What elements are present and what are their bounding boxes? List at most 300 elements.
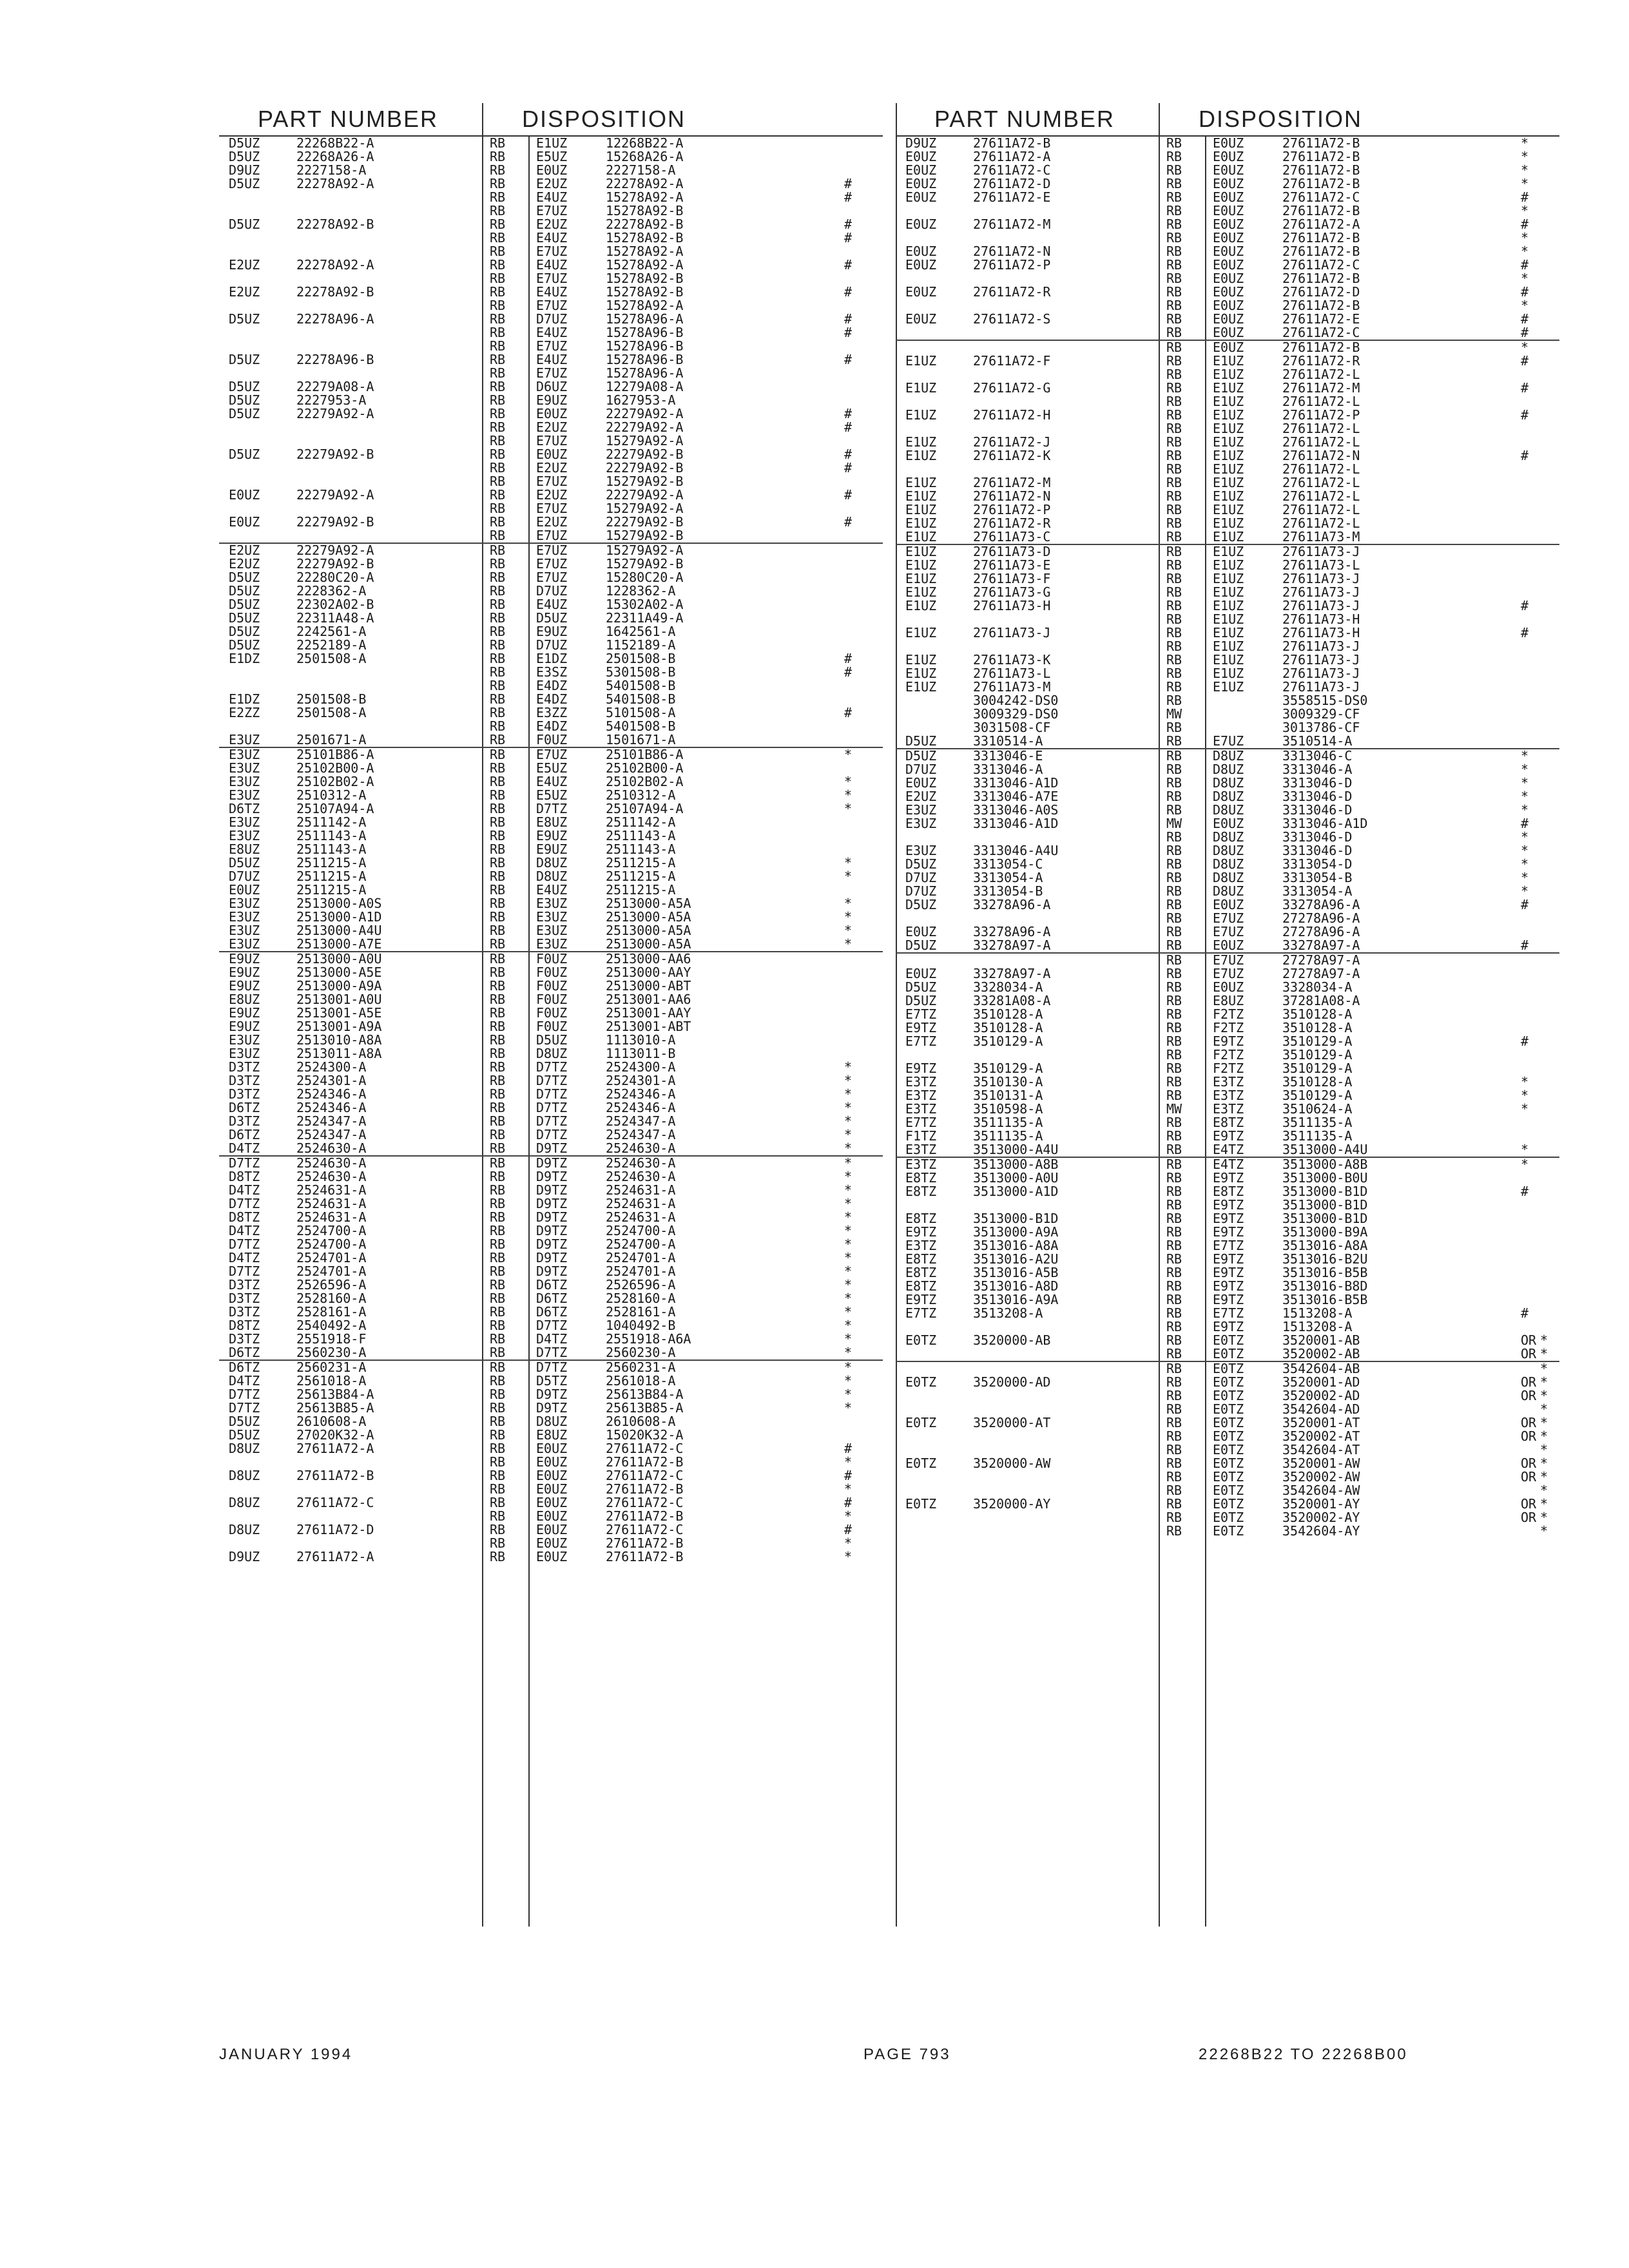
disposition-number: 27611A73-H <box>1282 625 1360 640</box>
disposition-code: RB <box>490 1182 506 1198</box>
disposition-code: RB <box>490 583 506 599</box>
disposition-code: RB <box>1166 937 1182 953</box>
disposition-number: 3313054-A <box>1282 883 1353 899</box>
disposition-code: RB <box>1166 679 1182 695</box>
disposition-number: 15278A92-A <box>606 189 684 205</box>
disposition-prefix: E4UZ <box>536 352 568 367</box>
table-row <box>219 1155 883 1170</box>
table-row <box>219 407 883 421</box>
disposition-code: RB <box>1166 1265 1182 1280</box>
flag-mark: * <box>1540 1346 1548 1361</box>
disposition-number: 15268A26-A <box>606 149 684 164</box>
prefix: E3TZ <box>905 1088 937 1103</box>
table-row <box>219 529 883 543</box>
disposition-number: 2513000-A5A <box>606 896 691 911</box>
disposition-prefix: E3SZ <box>536 664 568 680</box>
note-mark: OR <box>1521 1332 1537 1348</box>
part-number: 2528160-A <box>296 1291 367 1306</box>
note-mark: * <box>1521 1088 1529 1103</box>
table-row <box>219 747 883 762</box>
part-number: 2252189-A <box>296 637 367 653</box>
disposition-number: 27611A72-B <box>1282 340 1360 355</box>
disposition-prefix: E1UZ <box>1213 571 1244 586</box>
note-mark: * <box>844 1140 853 1156</box>
disposition-code: RB <box>490 1414 506 1429</box>
disposition-number: 15279A92-A <box>606 433 684 448</box>
disposition-code: RB <box>1166 829 1182 845</box>
part-number: 3520000-AT <box>973 1415 1051 1430</box>
note-mark: # <box>1521 1033 1529 1049</box>
disposition-code: RB <box>490 501 506 516</box>
note-mark: * <box>1521 762 1529 777</box>
table-row <box>896 994 1559 1008</box>
disposition-code: RB <box>490 149 506 164</box>
disposition-code: RB <box>1166 1442 1182 1457</box>
note-mark: * <box>844 896 853 911</box>
part-number: 2526596-A <box>296 1277 367 1293</box>
disposition-number: 27611A72-B <box>1282 162 1360 178</box>
part-number: 2513001-A0U <box>296 992 382 1007</box>
prefix: E0UZ <box>229 487 260 503</box>
disposition-number: 27611A72-B <box>1282 176 1360 191</box>
disposition-prefix: E4DZ <box>536 691 568 707</box>
disposition-code: RB <box>490 1019 506 1034</box>
prefix: E1UZ <box>905 598 937 613</box>
disposition-number: 3510514-A <box>1282 733 1353 749</box>
note-mark: # <box>1521 189 1529 205</box>
disposition-code: RB <box>1166 1115 1182 1130</box>
disposition-prefix: E0UZ <box>1213 189 1244 205</box>
part-number: 27611A73-D <box>973 544 1051 559</box>
prefix: E2UZ <box>229 543 260 558</box>
prefix: D7TZ <box>229 1264 260 1279</box>
disposition-code: RB <box>1166 176 1182 191</box>
part-number: 27611A72-A <box>973 149 1051 164</box>
prefix: D5UZ <box>229 570 260 585</box>
disposition-prefix: E0TZ <box>1213 1483 1244 1498</box>
prefix: E0UZ <box>905 216 937 232</box>
table-row <box>219 1170 883 1184</box>
prefix: E0UZ <box>229 882 260 898</box>
disposition-code: RB <box>490 992 506 1007</box>
disposition-number: 1501671-A <box>606 732 676 747</box>
disposition-code: RB <box>490 1549 506 1564</box>
disposition-prefix: F0UZ <box>536 1019 568 1034</box>
table-row <box>896 1075 1559 1089</box>
table-row <box>219 1101 883 1115</box>
disposition-code: RB <box>1166 1224 1182 1240</box>
disposition-number: 3542604-AW <box>1282 1483 1360 1498</box>
table-row <box>896 1320 1559 1334</box>
part-number: 3313054-C <box>973 856 1043 872</box>
part-number: 3510128-A <box>973 1006 1043 1022</box>
part-number: 27611A72-N <box>973 244 1051 259</box>
note-mark: # <box>844 311 853 327</box>
disposition-code: RB <box>490 1277 506 1293</box>
disposition-prefix: E2UZ <box>536 176 568 191</box>
part-number: 3009329-DS0 <box>973 706 1059 722</box>
flag-mark: * <box>1540 1456 1548 1471</box>
disposition-prefix: D8UZ <box>1213 870 1244 885</box>
disposition-prefix: E1UZ <box>1213 421 1244 436</box>
table-row <box>219 1469 883 1483</box>
disposition-number: 22279A92-B <box>606 447 684 462</box>
table-row <box>896 844 1559 858</box>
disposition-prefix: E1UZ <box>1213 502 1244 517</box>
disposition-prefix: E0UZ <box>536 1441 568 1456</box>
left-table-header <box>219 103 883 137</box>
disposition-code: RB <box>490 936 506 952</box>
disposition-number: 27278A96-A <box>1282 910 1360 926</box>
table-row <box>219 1128 883 1142</box>
disposition-code: RB <box>490 379 506 394</box>
disposition-number: 27611A73-M <box>1282 529 1360 544</box>
disposition-number: 27611A72-L <box>1282 515 1360 531</box>
disposition-code: RB <box>1166 434 1182 450</box>
part-number: 22278A92-A <box>296 257 374 273</box>
part-number: 2560231-A <box>296 1360 367 1375</box>
table-row <box>219 353 883 367</box>
disposition-number: 2510312-A <box>606 787 676 803</box>
note-mark: # <box>844 419 853 435</box>
table-row <box>896 925 1559 939</box>
prefix: E3UZ <box>229 747 260 762</box>
prefix: E3TZ <box>905 1101 937 1117</box>
prefix: D4TZ <box>229 1250 260 1265</box>
disposition-prefix: D9TZ <box>536 1387 568 1402</box>
disposition-code: RB <box>490 365 506 381</box>
part-number: 22279A92-A <box>296 487 374 503</box>
table-row <box>896 1129 1559 1143</box>
prefix: E8TZ <box>905 1278 937 1294</box>
disposition-prefix: E0UZ <box>536 1481 568 1497</box>
prefix: E9TZ <box>905 1020 937 1035</box>
prefix: D7UZ <box>905 870 937 885</box>
disposition-number: 3542604-AD <box>1282 1401 1360 1417</box>
disposition-number: 2227158-A <box>606 162 676 178</box>
table-row <box>896 831 1559 844</box>
note-mark: * <box>1521 856 1529 872</box>
disposition-code: RB <box>490 801 506 816</box>
part-number: 2513000-A5E <box>296 965 382 980</box>
table-row <box>219 1388 883 1401</box>
part-number: 2513000-A4U <box>296 923 382 938</box>
prefix: D7UZ <box>905 883 937 899</box>
disposition-code: RB <box>1166 367 1182 382</box>
flag-mark: * <box>1540 1428 1548 1444</box>
note-mark: # <box>844 447 853 462</box>
disposition-code: RB <box>1166 856 1182 872</box>
disposition-prefix: E9UZ <box>536 828 568 843</box>
disposition-prefix: E0UZ <box>1213 244 1244 259</box>
part-number: 3313046-A <box>973 762 1043 777</box>
disposition-code: RB <box>1166 1388 1182 1403</box>
prefix: E1UZ <box>905 407 937 423</box>
note-mark: * <box>1521 135 1529 151</box>
table-row <box>896 1157 1559 1171</box>
disposition-number: 3542604-AY <box>1282 1523 1360 1539</box>
disposition-prefix: E7UZ <box>536 203 568 218</box>
part-number: 27611A73-L <box>973 666 1051 681</box>
disposition-number: 3520001-AD <box>1282 1374 1360 1390</box>
part-number: 3520000-AB <box>973 1332 1051 1348</box>
disposition-code: RB <box>490 1086 506 1102</box>
disposition-number: 1113010-A <box>606 1032 676 1048</box>
disposition-prefix: E0TZ <box>1213 1388 1244 1403</box>
disposition-prefix: E7UZ <box>536 528 568 543</box>
disposition-prefix: E4UZ <box>536 774 568 789</box>
disposition-number: 12268B22-A <box>606 135 684 151</box>
disposition-prefix: E0UZ <box>536 1549 568 1564</box>
table-row <box>219 258 883 272</box>
disposition-number: 3511135-A <box>1282 1115 1353 1130</box>
disposition-prefix: E0UZ <box>536 1535 568 1551</box>
disposition-number: 27611A72-L <box>1282 367 1360 382</box>
disposition-number: 27611A72-B <box>606 1454 684 1470</box>
prefix: D6TZ <box>229 1360 260 1375</box>
part-number: 2501508-B <box>296 691 367 707</box>
disposition-prefix: E9TZ <box>1213 1319 1244 1334</box>
disposition-number: 33278A96-A <box>1282 897 1360 912</box>
table-row <box>896 735 1559 748</box>
disposition-code: RB <box>1166 1332 1182 1348</box>
disposition-prefix: E7UZ <box>536 365 568 381</box>
prefix: E2UZ <box>229 556 260 572</box>
disposition-code: RB <box>490 528 506 543</box>
disposition-prefix: E2UZ <box>536 514 568 530</box>
part-number: 2551918-F <box>296 1331 367 1347</box>
part-number: 27611A72-J <box>973 434 1051 450</box>
disposition-prefix: E4UZ <box>536 597 568 612</box>
part-number: 27611A73-E <box>973 557 1051 573</box>
table-row <box>896 1443 1559 1457</box>
disposition-prefix: D8UZ <box>1213 843 1244 858</box>
disposition-prefix: D5UZ <box>536 1032 568 1048</box>
part-number: 25613B85-A <box>296 1400 374 1416</box>
prefix: D5UZ <box>229 624 260 639</box>
disposition-number: 25102B00-A <box>606 760 684 776</box>
disposition-number: 27611A72-C <box>606 1495 684 1510</box>
disposition-number: 27611A72-L <box>1282 434 1360 450</box>
part-number: 3313046-A0S <box>973 802 1059 818</box>
prefix: D5UZ <box>229 597 260 612</box>
disposition-code: RB <box>490 487 506 503</box>
disposition-prefix: E7UZ <box>536 747 568 762</box>
table-row <box>896 586 1559 599</box>
disposition-prefix: D8UZ <box>536 1046 568 1061</box>
disposition-code: RB <box>490 760 506 776</box>
disposition-code: RB <box>1166 1074 1182 1090</box>
table-row <box>896 1347 1559 1361</box>
table-row <box>896 1376 1559 1389</box>
part-number: 3510598-A <box>973 1101 1043 1117</box>
prefix: E3UZ <box>229 774 260 789</box>
disposition-code: RB <box>1166 1238 1182 1253</box>
table-row <box>896 952 1559 967</box>
disposition-prefix: D9TZ <box>536 1400 568 1416</box>
disposition-prefix: E3UZ <box>536 896 568 911</box>
disposition-number: 2511143-A <box>606 828 676 843</box>
prefix: D4TZ <box>229 1140 260 1156</box>
disposition-prefix: E7UZ <box>1213 966 1244 981</box>
disposition-code: RB <box>1166 162 1182 178</box>
table-row <box>896 1403 1559 1416</box>
disposition-code: RB <box>490 1059 506 1075</box>
note-mark: * <box>844 1127 853 1142</box>
disposition-code: RB <box>1166 762 1182 777</box>
disposition-prefix: E7UZ <box>536 556 568 572</box>
disposition-number: 27611A73-J <box>1282 666 1360 681</box>
note-mark: * <box>1521 829 1529 845</box>
disposition-number: 3313046-D <box>1282 843 1353 858</box>
flag-mark: * <box>1540 1374 1548 1390</box>
note-mark: * <box>1521 802 1529 818</box>
disposition-number: 15279A92-B <box>606 474 684 489</box>
table-row <box>219 720 883 733</box>
disposition-number: 27611A72-A <box>1282 216 1360 232</box>
disposition-code: RB <box>1166 394 1182 409</box>
disposition-number: 3513000-B9A <box>1282 1224 1368 1240</box>
disposition-prefix: E3TZ <box>1213 1101 1244 1117</box>
disposition-number: 3510128-A <box>1282 1020 1353 1035</box>
disposition-prefix: E4TZ <box>1213 1157 1244 1172</box>
disposition-number: 3511135-A <box>1282 1128 1353 1144</box>
prefix: D3TZ <box>229 1277 260 1293</box>
note-mark: * <box>844 1508 853 1524</box>
table-row <box>219 434 883 448</box>
part-number: 2513001-A5E <box>296 1005 382 1021</box>
disposition-number: 3520001-AB <box>1282 1332 1360 1348</box>
disposition-code: RB <box>490 814 506 830</box>
prefix: E3UZ <box>905 816 937 831</box>
disposition-prefix: E0UZ <box>1213 203 1244 218</box>
flag-mark: * <box>1540 1469 1548 1485</box>
disposition-code: RB <box>490 624 506 639</box>
footer-page-number: PAGE 793 <box>863 2046 951 2063</box>
table-row <box>219 1265 883 1278</box>
disposition-prefix: F2TZ <box>1213 1006 1244 1022</box>
table-row <box>219 910 883 924</box>
table-row <box>219 843 883 856</box>
disposition-prefix: E9TZ <box>1213 1197 1244 1213</box>
disposition-code: RB <box>490 705 506 720</box>
disposition-code: RB <box>490 392 506 408</box>
disposition-prefix: F0UZ <box>536 951 568 966</box>
prefix: E0UZ <box>905 966 937 981</box>
disposition-number: 2513000-AAY <box>606 965 691 980</box>
disposition-code: RB <box>490 869 506 884</box>
flag-mark: * <box>1540 1415 1548 1430</box>
note-mark: # <box>844 651 853 666</box>
prefix: E1UZ <box>905 515 937 531</box>
disposition-prefix: E7TZ <box>1213 1305 1244 1321</box>
disposition-code: RB <box>1166 1157 1182 1172</box>
table-row <box>219 448 883 461</box>
table-row <box>219 1483 883 1496</box>
disposition-number: 2524630-A <box>606 1155 676 1171</box>
table-row <box>219 1346 883 1360</box>
table-row <box>219 897 883 910</box>
disposition-prefix: E0TZ <box>1213 1442 1244 1457</box>
table-row <box>896 463 1559 476</box>
note-mark: # <box>844 189 853 205</box>
disposition-prefix: E0UZ <box>536 447 568 462</box>
part-number: 2227953-A <box>296 392 367 408</box>
table-row <box>219 137 883 150</box>
table-row <box>896 312 1559 326</box>
table-row <box>219 762 883 775</box>
disposition-number: 15278A92-B <box>606 230 684 245</box>
disposition-prefix: E2UZ <box>536 419 568 435</box>
disposition-code: RB <box>1166 1142 1182 1157</box>
table-row <box>896 1171 1559 1185</box>
disposition-code: RB <box>1166 1184 1182 1199</box>
part-number: 2524346-A <box>296 1086 367 1102</box>
part-number: 27611A72-B <box>296 1468 374 1483</box>
disposition-number: 2561018-A <box>606 1373 676 1389</box>
part-number: 2513000-A0U <box>296 951 382 966</box>
table-row <box>896 490 1559 503</box>
disposition-number: 2513001-AA6 <box>606 992 691 1007</box>
prefix: D5UZ <box>229 149 260 164</box>
part-number: 27611A72-D <box>973 176 1051 191</box>
disposition-prefix: E0TZ <box>1213 1374 1244 1390</box>
part-number: 2511143-A <box>296 841 367 857</box>
prefix: E3UZ <box>905 843 937 858</box>
disposition-number: 3520002-AD <box>1282 1388 1360 1403</box>
part-number: 27611A73-K <box>973 652 1051 668</box>
disposition-code: RB <box>490 1196 506 1211</box>
table-row <box>896 1185 1559 1198</box>
note-mark: # <box>844 216 853 232</box>
disposition-code: RB <box>1166 598 1182 613</box>
prefix: E7TZ <box>905 1033 937 1049</box>
disposition-number: 27611A72-B <box>606 1535 684 1551</box>
disposition-code: RB <box>1166 693 1182 708</box>
disposition-prefix: E7UZ <box>1213 910 1244 926</box>
disposition-prefix: E7UZ <box>536 298 568 313</box>
disposition-number: 22278A92-A <box>606 176 684 191</box>
part-number: 2524300-A <box>296 1059 367 1075</box>
part-number: 27611A73-C <box>973 529 1051 544</box>
disposition-prefix: E1UZ <box>1213 380 1244 396</box>
disposition-code: RB <box>490 244 506 259</box>
note-mark: * <box>844 1549 853 1564</box>
note-mark: * <box>1521 149 1529 164</box>
disposition-prefix: D7UZ <box>536 637 568 653</box>
prefix: D3TZ <box>229 1291 260 1306</box>
disposition-number: 3513000-A8B <box>1282 1157 1368 1172</box>
prefix: D6TZ <box>229 801 260 816</box>
disposition-number: 3542604-AT <box>1282 1442 1360 1457</box>
disposition-prefix: D4TZ <box>536 1331 568 1347</box>
disposition-prefix: E3UZ <box>536 909 568 925</box>
table-row <box>219 543 883 557</box>
disposition-code: RB <box>1166 544 1182 559</box>
part-number: 2227158-A <box>296 162 367 178</box>
disposition-code: RB <box>1166 952 1182 968</box>
disposition-prefix: D9TZ <box>536 1223 568 1238</box>
disposition-prefix: D6TZ <box>536 1277 568 1293</box>
disposition-number: 27611A73-J <box>1282 544 1360 559</box>
note-mark: # <box>1521 325 1529 340</box>
disposition-number: 3510129-A <box>1282 1047 1353 1062</box>
disposition-prefix: D8UZ <box>1213 748 1244 764</box>
prefix: E1DZ <box>229 691 260 707</box>
note-mark: # <box>844 1468 853 1483</box>
disposition-number: 1113011-B <box>606 1046 676 1061</box>
prefix: E3UZ <box>905 802 937 818</box>
